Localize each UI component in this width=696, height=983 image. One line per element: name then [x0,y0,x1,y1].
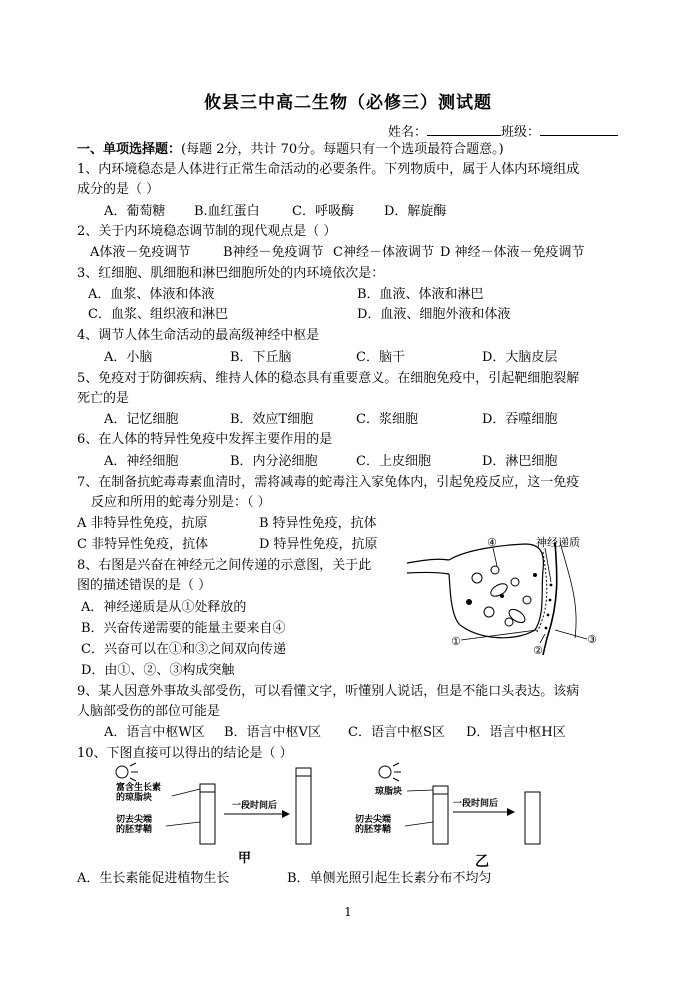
question-4-option-a[interactable]: A．小脑 [104,350,153,365]
question-6-option-d[interactable]: D．淋巴细胞 [482,454,558,469]
question-1-stem-line1: 1、内环境稳态是人体进行正常生命活动的必要条件。下列物质中，属于人体内环境组成 [77,162,580,177]
question-10-option-b[interactable]: B．单侧光照引起生长素分布不均匀 [287,871,492,886]
question-8-option-c[interactable]: C．兴奋可以在①和③之间双向传递 [81,642,286,657]
question-3-option-c[interactable]: C．血浆、组织液和淋巴 [88,307,228,322]
page-title: 攸县三中高二生物（必修三）测试题 [204,93,492,113]
question-4-stem: 4、调节人体生命活动的最高级神经中枢是 [77,328,320,343]
name-blank[interactable] [427,123,501,136]
auxin-block-label-line2: 的琼脂块 [116,793,153,803]
question-5-option-d[interactable]: D．吞噬细胞 [482,412,558,427]
coleoptile-label-line2: 的胚芽鞘 [116,825,153,835]
question-1-option-d[interactable]: D．解旋酶 [384,204,447,219]
arrow-label-b: 一段时间后 [453,799,499,809]
question-10-stem: 10、下图直接可以得出的结论是（ ） [77,746,293,761]
question-6-option-c[interactable]: C．上皮细胞 [356,454,431,469]
neurotransmitter-label: 神经递质 [536,536,580,549]
question-6-stem: 6、在人体的特异性免疫中发挥主要作用的是 [77,432,333,447]
question-2-option-d[interactable]: D 神经－体液－免疫调节 [440,245,585,260]
question-9-option-c[interactable]: C．语言中枢S区 [348,725,445,740]
question-4-option-c[interactable]: C．脑干 [356,350,405,365]
coleoptile-figure-a [100,762,340,870]
class-label: 班级： [501,125,541,140]
question-9-stem-line1: 9、某人因意外事故头部受伤，可以看懂文字，听懂别人说话，但是不能口头表达。该病 [77,684,580,699]
question-1-option-a[interactable]: A．葡萄糖 [104,204,166,219]
question-1-stem-line2: 成分的是（ ） [77,182,160,197]
auxin-block-label-line1: 富含生长素 [116,783,162,793]
question-3-option-b[interactable]: B．血液、体液和淋巴 [357,287,484,302]
question-7-stem-line1: 7、在制备抗蛇毒毒素血清时，需将减毒的蛇毒注入家兔体内，引起免疫反应，这一免疫 [77,475,580,490]
question-3-option-d[interactable]: D．血液、细胞外液和体液 [357,307,511,322]
question-2-stem: 2、关于内环境稳态调节制的现代观点是（ ） [77,224,337,239]
name-label: 姓名： [388,125,428,140]
coleoptile-b-label-line1: 切去尖端 [355,815,392,825]
question-6-option-b[interactable]: B．内分泌细胞 [230,454,318,469]
question-8-option-b[interactable]: B．兴奋传递需要的能量主要来自④ [81,621,286,636]
question-7-stem-line2: 反应和所用的蛇毒分别是：（ ） [91,495,271,510]
question-4-option-b[interactable]: B．下丘脑 [230,350,292,365]
arrow-label-a: 一段时间后 [232,801,278,811]
question-10-option-a[interactable]: A．生长素能促进植物生长 [77,871,230,886]
question-5-option-a[interactable]: A．记忆细胞 [104,412,179,427]
marker-3: ③ [587,633,597,646]
question-8-option-a[interactable]: A．神经递质是从①处释放的 [81,600,247,615]
question-5-option-c[interactable]: C．浆细胞 [356,412,418,427]
marker-1: ① [451,635,461,648]
panel-b-label: 乙 [475,854,489,870]
class-blank[interactable] [540,123,618,136]
question-7-option-a[interactable]: A 非特异性免疫，抗原 [77,516,208,531]
question-4-option-d[interactable]: D．大脑皮层 [482,350,558,365]
question-6-option-a[interactable]: A．神经细胞 [104,454,179,469]
question-2-option-a[interactable]: A体液－免疫调节 [90,245,191,260]
question-7-option-b[interactable]: B 特异性免疫，抗体 [259,516,377,531]
coleoptile-b-label-line2: 的胚芽鞘 [355,825,392,835]
page-number: 1 [344,905,352,919]
question-9-option-a[interactable]: A．语言中枢W区 [104,725,205,740]
question-1-option-c[interactable]: C．呼吸酶 [292,204,354,219]
question-5-stem-line1: 5、免疫对于防御疾病、维持人体的稳态具有重要意义。在细胞免疫中，引起靶细胞裂解 [77,371,580,386]
coleoptile-label-line1: 切去尖端 [116,815,153,825]
section-heading: 一、单项选择题：(每题 2分，共计 70分。每题只有一个选项最符合题意。) [77,142,504,157]
question-3-stem: 3、红细胞、肌细胞和淋巴细胞所处的内环境依次是： [77,266,385,281]
agar-block-label: 琼脂块 [375,787,403,797]
name-class-line [388,121,618,140]
question-5-option-b[interactable]: B．效应T细胞 [230,412,314,427]
panel-a-label: 甲 [238,851,252,866]
synapse-diagram [405,530,620,660]
coleoptile-figure-b [345,762,555,872]
question-1-option-b[interactable]: B.血红蛋白 [194,204,260,219]
question-9-option-d[interactable]: D．语言中枢H区 [466,725,566,740]
question-5-stem-line2: 死亡的是 [77,391,130,406]
question-3-option-a[interactable]: A．血浆、体液和体液 [88,287,215,302]
question-7-option-c[interactable]: C 非特异性免疫，抗体 [77,537,209,552]
question-7-option-d[interactable]: D 特异性免疫，抗原 [259,537,378,552]
marker-4: ④ [487,536,497,549]
question-2-option-c[interactable]: C神经－体液调节 [333,245,434,260]
question-2-option-b[interactable]: B神经－免疫调节 [223,245,324,260]
question-8-option-d[interactable]: D．由①、②、③构成突触 [81,663,235,678]
question-9-option-b[interactable]: B．语言中枢V区 [224,725,321,740]
question-9-stem-line2: 人脑部受伤的部位可能是 [77,704,221,719]
question-8-stem-line2: 图的描述错误的是（ ） [77,578,212,593]
marker-2: ② [533,644,543,657]
question-8-stem-line1: 8、右图是兴奋在神经元之间传递的示意图，关于此 [77,558,372,573]
